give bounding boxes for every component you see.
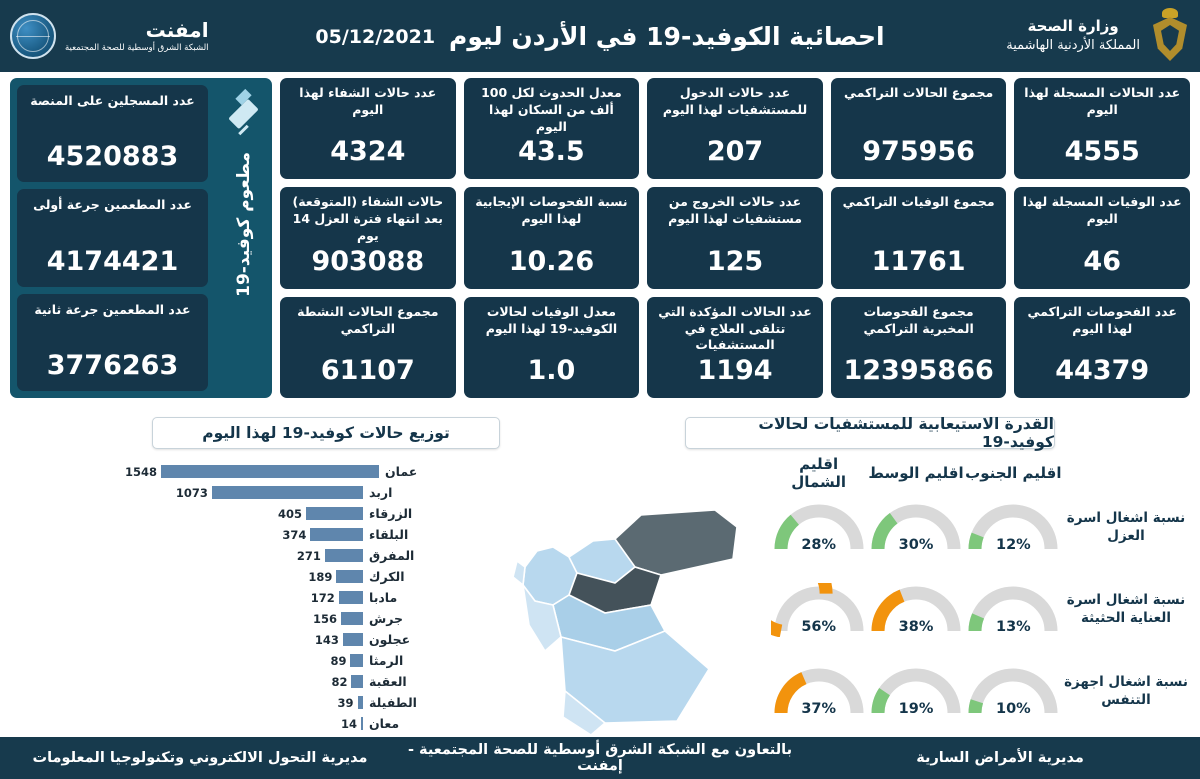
kpi-card: [1014, 78, 1190, 179]
vaccine-card: [17, 294, 208, 391]
bar-track: [125, 612, 363, 626]
bar-track: [125, 507, 363, 521]
kpi-value: 10.26: [508, 245, 595, 277]
bar-fill: [306, 507, 363, 520]
kpi-value: 1.0: [527, 355, 576, 386]
bar-fill: [361, 717, 363, 730]
page-header: [0, 0, 1200, 72]
gauge-cell: [965, 665, 1062, 719]
distribution-section-title: توزيع حالات كوفيد-19 لهذا اليوم: [152, 417, 500, 449]
kpi-value: 903088: [311, 245, 425, 277]
kpi-value: 46: [1083, 245, 1121, 277]
bar-value-label: 156: [313, 611, 338, 626]
kpi-card: [280, 187, 456, 288]
gauge-value: 30%: [898, 537, 934, 553]
bar-fill: [310, 528, 363, 541]
kpi-label: عدد الحالات المؤكدة التي تتلقى العلاج في المستشفيات: [658, 303, 812, 353]
gauge-value: 19%: [898, 701, 934, 717]
bar-category-label: عمان: [385, 464, 418, 479]
vaccination-panel: [10, 78, 272, 398]
bar-value-label: 1548: [125, 464, 158, 479]
gauge-value: 12%: [995, 537, 1031, 553]
gauge-value: 38%: [898, 619, 934, 635]
bar-track: [125, 717, 363, 731]
page-footer: [0, 737, 1200, 779]
emphnet-subtitle: الشبكة الشرق أوسطية للصحة المجتمعية: [65, 43, 209, 54]
kpi-value: 975956: [862, 136, 975, 168]
bar-category-label: عجلون: [369, 632, 411, 647]
kpi-label: معدل الحدوث لكل 100 ألف من السكان لهذا اليوم: [481, 85, 622, 134]
gauge-cell: [867, 501, 964, 555]
capacity-row-icu: [770, 569, 1190, 651]
ministry-block: [900, 0, 1200, 72]
kpi-label: عدد حالات الشفاء لهذا اليوم: [299, 85, 437, 117]
bar-value-label: 271: [296, 548, 321, 563]
gauge-cell: [867, 665, 964, 719]
kpi-card: [831, 187, 1007, 288]
bar-row: [125, 609, 425, 628]
bar-value-label: 189: [308, 569, 333, 584]
bar-value-label: 82: [331, 674, 348, 689]
kpi-label: عدد الحالات المسجلة لهذا اليوم: [1024, 85, 1181, 117]
gauge: [771, 665, 867, 719]
region-header-central: اقليم الوسط: [868, 464, 964, 482]
kpi-card: [831, 78, 1007, 179]
bar-row: [125, 714, 425, 733]
kpi-card: [1014, 297, 1190, 398]
bar-category-label: اربد: [369, 485, 393, 500]
hospital-capacity-grid: [770, 455, 1190, 740]
kpi-value: 4555: [1064, 136, 1140, 168]
gauge-cell: [965, 501, 1062, 555]
bar-track: [125, 633, 363, 647]
syringe-icon: [227, 88, 261, 140]
kpi-value: 12395866: [843, 355, 994, 386]
footer-center: بالتعاون مع الشبكة الشرق أوسطية للصحة المجتمعية - إمفنت: [407, 742, 793, 774]
kpi-label: معدل الوفيات لحالات الكوفيد-19 لهذا اليوم: [485, 303, 618, 336]
bar-category-label: الرمثا: [369, 653, 404, 668]
bar-row: [125, 672, 425, 691]
bar-fill: [341, 612, 363, 625]
kpi-label: مجموع الحالات التراكمي: [844, 85, 994, 100]
kpi-label: عدد الوفيات المسجلة لهذا اليوم: [1022, 194, 1182, 227]
kpi-value: 11761: [871, 245, 966, 277]
bar-row: [125, 693, 425, 712]
governorate-bar-chart: [125, 462, 425, 737]
gauge-value: 28%: [801, 537, 837, 553]
bar-category-label: الزرقاء: [369, 506, 413, 521]
gauge: [868, 583, 964, 637]
vaccine-label: عدد المطعمين جرعة ثانية: [34, 301, 191, 317]
bar-fill: [351, 675, 363, 688]
gauge-cell: [770, 665, 867, 719]
emphnet-name: امفنت: [145, 18, 209, 43]
bar-category-label: المفرق: [369, 548, 415, 563]
vaccination-side: [216, 78, 272, 398]
kpi-label: مجموع الحالات النشطة التراكمي: [297, 303, 439, 336]
capacity-row-label: نسبة اشغال اجهزة التنفس: [1064, 674, 1188, 708]
kpi-value: 1194: [697, 355, 773, 386]
bar-track: [125, 654, 363, 668]
region-header-north: اقليم الشمال: [791, 455, 847, 491]
kpi-label: عدد حالات الخروج من مستشفيات لهذا اليوم: [668, 194, 802, 227]
bar-row: [125, 462, 425, 481]
gauge-value: 56%: [801, 619, 837, 635]
gauge: [771, 583, 867, 637]
bar-value-label: 374: [282, 527, 307, 542]
kpi-value: 44379: [1055, 355, 1150, 386]
kpi-label: مجموع الفحوصات المخبرية التراكمي: [863, 303, 974, 336]
kpi-card: [280, 297, 456, 398]
gauge: [965, 665, 1061, 719]
gauge: [965, 501, 1061, 555]
capacity-row-label: نسبة اشغال اسرة العناية الحثيثة: [1066, 592, 1186, 626]
bar-row: [125, 567, 425, 586]
gauge: [965, 583, 1061, 637]
vaccine-value: 3776263: [46, 349, 179, 381]
bar-row: [125, 588, 425, 607]
bar-fill: [358, 696, 363, 709]
ministry-line2: المملكة الأردنية الهاشمية: [1006, 38, 1140, 54]
bar-category-label: الطفيلة: [369, 695, 417, 710]
jordan-map: [465, 455, 765, 740]
vaccine-value: 4174421: [46, 245, 179, 277]
bar-fill: [343, 633, 363, 646]
capacity-section-title: القدرة الاستيعابية للمستشفيات لحالات كوفيد-19: [685, 417, 1055, 449]
kpi-card: [464, 187, 640, 288]
kpi-label: مجموع الوفيات التراكمي: [842, 194, 995, 210]
bar-value-label: 405: [277, 506, 302, 521]
footer-right: مديرية الأمراض السارية: [916, 750, 1084, 766]
vaccine-label: عدد المطعمين جرعة أولى: [33, 197, 192, 213]
gauge: [868, 501, 964, 555]
gauge-cell: [867, 583, 964, 637]
vaccine-card: [17, 85, 208, 182]
bar-fill: [161, 465, 379, 478]
bar-row: [125, 525, 425, 544]
footer-left: مديرية التحول الالكتروني وتكنولوجيا المعلومات: [32, 750, 368, 766]
vaccine-label: عدد المسجلين على المنصة: [30, 93, 195, 108]
kpi-label: عدد الفحوصات التراكمي لهذا اليوم: [1027, 303, 1177, 336]
bar-row: [125, 630, 425, 649]
kpi-value: 125: [706, 245, 764, 277]
bar-row: [125, 504, 425, 523]
bar-track: [125, 696, 363, 710]
kpi-card: [280, 78, 456, 179]
report-date: 05/12/2021: [315, 26, 436, 48]
capacity-row-ventilators: [770, 651, 1190, 733]
kpi-card: [647, 297, 823, 398]
bar-value-label: 143: [314, 632, 339, 647]
bar-track: [125, 591, 363, 605]
ministry-text: [1006, 16, 1140, 57]
page-title: احصائية الكوفيد-19 في الأردن ليوم: [449, 21, 885, 51]
kpi-card: [647, 78, 823, 179]
header-title-block: [300, 0, 900, 72]
bar-category-label: الكرك: [369, 569, 405, 584]
bar-fill: [350, 654, 363, 667]
capacity-row-label: نسبة اشغال اسرة العزل: [1066, 510, 1186, 544]
bar-track: [125, 486, 363, 500]
gauge-value: 37%: [801, 701, 837, 717]
bar-category-label: مادبا: [369, 590, 398, 605]
bar-fill: [339, 591, 363, 604]
bar-row: [125, 651, 425, 670]
gauge-value: 13%: [995, 619, 1031, 635]
kpi-value: 4324: [330, 136, 406, 168]
gauge-value: 10%: [995, 701, 1031, 717]
bar-category-label: البلقاء: [369, 527, 409, 542]
bar-track: [125, 549, 363, 563]
bar-category-label: جرش: [369, 611, 404, 626]
kpi-value: 207: [706, 136, 764, 168]
bar-fill: [325, 549, 363, 562]
vaccine-value: 4520883: [46, 141, 179, 173]
globe-icon: [10, 13, 56, 59]
kpi-label: حالات الشفاء (المتوقعة) بعد انتهاء فترة العزل 14 يوم: [292, 194, 444, 244]
bar-fill: [212, 486, 363, 499]
kpi-label: نسبة الفحوصات الإيجابية لهذا اليوم: [475, 194, 628, 227]
ministry-line1: وزارة الصحة: [1027, 16, 1119, 35]
gauge-cell: [770, 501, 867, 555]
kpi-card: [464, 297, 640, 398]
kpi-value: 61107: [320, 355, 415, 386]
gauge: [771, 501, 867, 555]
emphnet-logo: [0, 0, 300, 72]
kpi-card: [647, 187, 823, 288]
gauge-cell: [965, 583, 1062, 637]
kpi-card: [464, 78, 640, 179]
vaccine-card: [17, 189, 208, 286]
bar-track: [125, 528, 363, 542]
bar-category-label: معان: [369, 716, 400, 731]
vaccination-side-label: مطعوم كوفيد-19: [234, 152, 254, 297]
bar-value-label: 89: [330, 653, 347, 668]
bar-track: [125, 675, 363, 689]
bar-value-label: 39: [337, 695, 354, 710]
kpi-value: 43.5: [518, 136, 585, 168]
bar-row: [125, 546, 425, 565]
jordan-emblem-icon: [1148, 7, 1192, 65]
capacity-header-row: [770, 455, 1190, 491]
bar-fill: [336, 570, 363, 583]
kpi-card: [831, 297, 1007, 398]
bar-row: [125, 483, 425, 502]
bar-category-label: العقبة: [369, 674, 407, 689]
gauge: [868, 665, 964, 719]
bar-track: [125, 570, 363, 584]
kpi-card: [1014, 187, 1190, 288]
kpi-grid: [280, 78, 1190, 398]
bar-value-label: 14: [340, 716, 357, 731]
bar-value-label: 1073: [175, 485, 208, 500]
bar-value-label: 172: [310, 590, 335, 605]
region-header-south: اقليم الجنوب: [965, 464, 1062, 482]
capacity-row-isolation: [770, 487, 1190, 569]
kpi-label: عدد حالات الدخول للمستشفيات لهذا اليوم: [662, 85, 808, 117]
bar-track: [125, 465, 379, 479]
gauge-cell: [770, 583, 867, 637]
